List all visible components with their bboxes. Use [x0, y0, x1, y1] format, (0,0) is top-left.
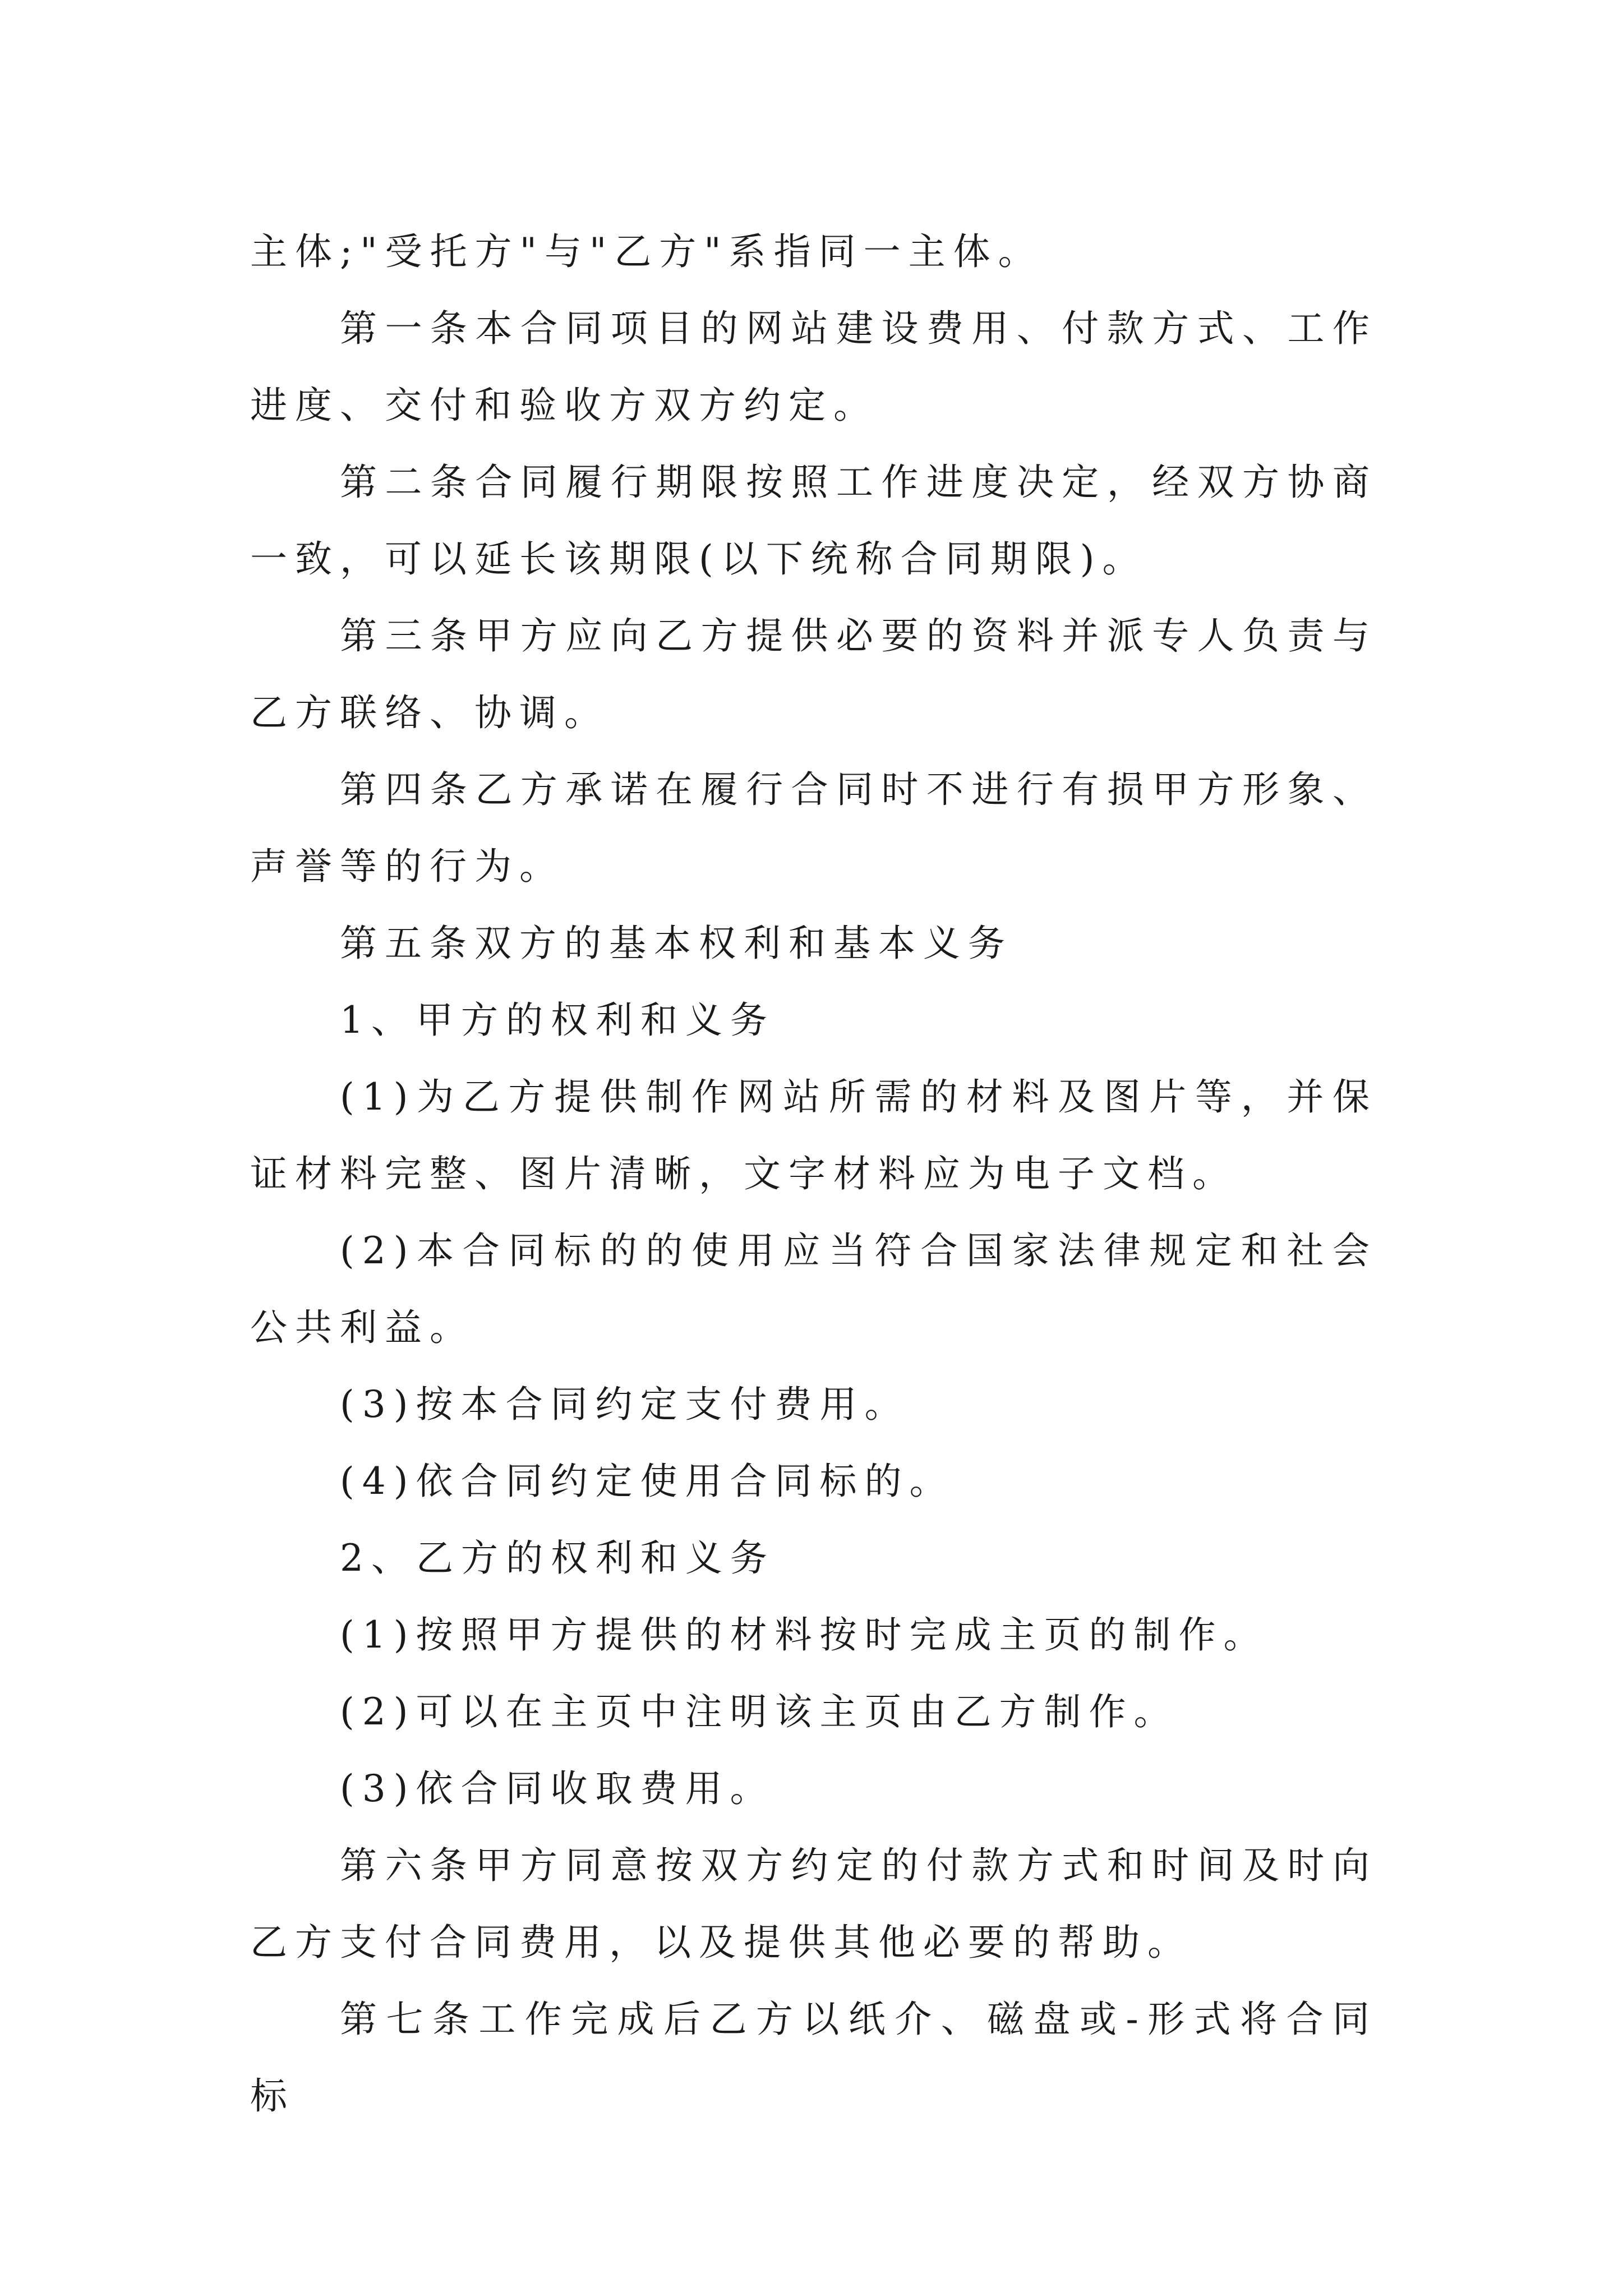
paragraph: (4)依合同约定使用合同标的。 [340, 1460, 955, 1503]
paragraph: 2、乙方的权利和义务 [340, 1536, 775, 1580]
paragraph: (3)按本合同约定支付费用。 [340, 1383, 910, 1426]
paragraph: 第一条本合同项目的网站建设费用、付款方式、工作进度、交付和验收方双方约定。 [250, 307, 1377, 427]
paragraph: 主体;"受托方"与"乙方"系指同一主体。 [250, 230, 1043, 273]
paragraph: 第四条乙方承诺在履行合同时不进行有损甲方形象、声誉等的行为。 [250, 768, 1377, 888]
paragraph: 第五条双方的基本权利和基本义务 [340, 922, 1013, 965]
paragraph: (3)依合同收取费用。 [340, 1767, 775, 1810]
paragraph: (2)本合同标的的使用应当符合国家法律规定和社会公共利益。 [250, 1229, 1377, 1349]
paragraph: 第六条甲方同意按双方约定的付款方式和时间及时向乙方支付合同费用，以及提供其他必要的帮助。 [250, 1844, 1377, 1964]
paragraph: 第二条合同履行期限按照工作进度决定，经双方协商一致，可以延长该期限(以下统称合同期限)。 [250, 461, 1377, 581]
paragraph: (2)可以在主页中注明该主页由乙方制作。 [340, 1690, 1179, 1733]
paragraph: 1、甲方的权利和义务 [340, 999, 775, 1042]
paragraph: 第七条工作完成后乙方以纸介、磁盘或-形式将合同标 [250, 1998, 1377, 2118]
paragraph: (1)为乙方提供制作网站所需的材料及图片等，并保证材料完整、图片清晰，文字材料应为电子文档。 [250, 1075, 1377, 1195]
paragraph: 第三条甲方应向乙方提供必要的资料并派专人负责与乙方联络、协调。 [250, 614, 1377, 734]
document-body [250, 213, 1377, 2134]
paragraph: (1)按照甲方提供的材料按时完成主页的制作。 [340, 1613, 1269, 1657]
